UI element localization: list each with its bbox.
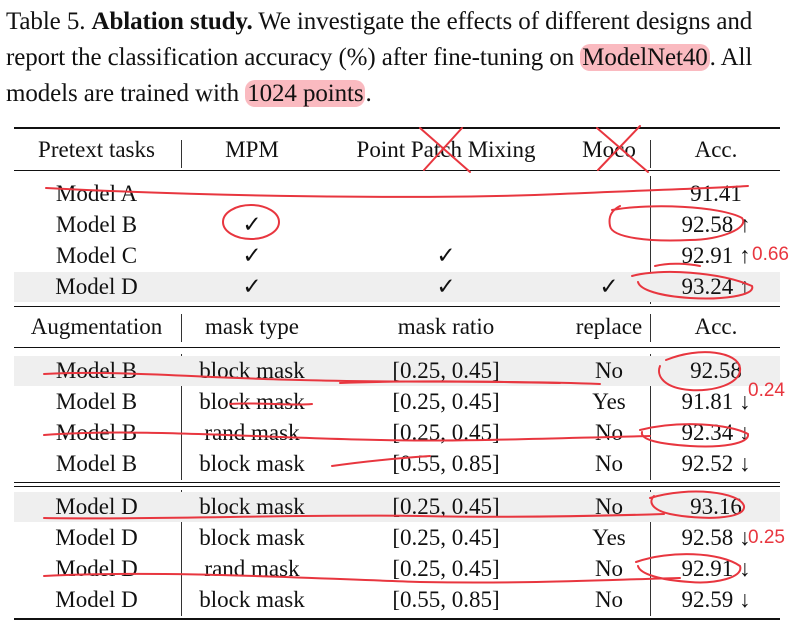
table-row: [14, 356, 780, 386]
model-name: Model D: [55, 556, 138, 581]
table-row: [14, 554, 780, 584]
header-pretext-tasks: Pretext tasks: [38, 137, 155, 162]
ppm-check: [326, 179, 566, 209]
mpm-check: ✓: [242, 212, 262, 237]
caption-text-3: .: [365, 80, 372, 107]
accuracy-value: 92.59 ↓: [681, 587, 751, 612]
caption-title: Ablation study.: [91, 8, 253, 35]
mask-type: rand mask: [204, 420, 300, 445]
table-row: [14, 492, 780, 522]
replace-value: Yes: [592, 525, 626, 550]
mask-ratio: [0.25, 0.45]: [392, 494, 500, 519]
accuracy-value: 91.81 ↓: [681, 389, 751, 414]
accuracy-value: 92.58 ↓: [681, 525, 751, 550]
highlight-dataset: ModelNet40: [582, 44, 708, 71]
header-rule-2: [14, 347, 780, 348]
accuracy-value: 93.16: [690, 494, 742, 519]
caption-label: Table 5.: [6, 8, 86, 35]
moco-check: [559, 179, 659, 209]
table2-header-row: [14, 312, 780, 342]
model-name: Model D: [55, 494, 138, 519]
table-row: [14, 585, 780, 615]
caption-text-2: . All models are trained with: [6, 44, 753, 107]
header-replace: replace: [575, 314, 643, 339]
replace-value: No: [594, 587, 624, 612]
highlight-points: 1024 points: [247, 80, 364, 107]
replace-value: No: [594, 420, 624, 445]
replace-value: No: [594, 556, 624, 581]
ppm-check: [326, 210, 566, 240]
replace-value: No: [594, 494, 624, 519]
mask-type: rand mask: [204, 556, 300, 581]
mask-ratio: [0.25, 0.45]: [392, 358, 500, 383]
mask-type: block mask: [199, 358, 305, 383]
header-moco: Moco: [582, 137, 636, 162]
mask-type: block mask: [199, 451, 305, 476]
header-mask-ratio: mask ratio: [397, 314, 495, 339]
header-mask-type: mask type: [205, 314, 299, 339]
header-augmentation: Augmentation: [30, 314, 163, 339]
header-acc: Acc.: [694, 314, 738, 339]
table-row: [14, 210, 780, 240]
handwritten-note-024: 0.24: [748, 380, 785, 401]
model-name: Model B: [55, 451, 138, 476]
accuracy-value: 93.24 ↑: [681, 274, 751, 299]
accuracy-value: 92.91 ↓: [681, 556, 751, 581]
model-name: Model B: [55, 358, 138, 383]
replace-value: No: [594, 358, 624, 383]
header-acc: Acc.: [694, 137, 738, 162]
model-name: Model D: [55, 525, 138, 550]
group-rule-double: [14, 486, 780, 487]
accuracy-value: 92.58: [690, 358, 742, 383]
top-rule: [14, 127, 780, 129]
table-row: [14, 179, 780, 209]
mask-ratio: [0.25, 0.45]: [392, 525, 500, 550]
model-name: Model B: [55, 212, 138, 237]
mask-ratio: [0.25, 0.45]: [392, 556, 500, 581]
header-mpm: MPM: [225, 137, 279, 162]
model-name: Model D: [55, 274, 138, 299]
mask-ratio: [0.25, 0.45]: [392, 389, 500, 414]
mpm-check: ✓: [242, 274, 262, 299]
mask-type: block mask: [199, 525, 305, 550]
replace-value: Yes: [592, 389, 626, 414]
handwritten-note-025: 0.25: [748, 527, 785, 548]
table1-header-row: [14, 135, 780, 165]
model-name: Model A: [55, 181, 138, 206]
table-row: [14, 272, 780, 302]
table-row: [14, 523, 780, 553]
table-row: [14, 241, 780, 271]
mask-ratio: [0.25, 0.45]: [392, 420, 500, 445]
mask-type: block mask: [199, 389, 305, 414]
accuracy-value: 92.91 ↑: [681, 243, 751, 268]
mpm-check: ✓: [242, 243, 262, 268]
accuracy-value: 92.52 ↓: [681, 451, 751, 476]
section-rule: [14, 306, 780, 307]
model-name: Model B: [55, 389, 138, 414]
accuracy-value: 91.41: [690, 181, 742, 206]
moco-check: ✓: [599, 274, 619, 299]
header-point-patch-mixing: Point Patch Mixing: [356, 137, 536, 162]
table-row: [14, 387, 780, 417]
replace-value: No: [594, 451, 624, 476]
ppm-check: ✓: [436, 274, 456, 299]
mask-type: block mask: [199, 494, 305, 519]
mask-ratio: [0.55, 0.85]: [392, 451, 500, 476]
model-name: Model D: [55, 587, 138, 612]
handwritten-note-066: 0.66: [752, 244, 789, 265]
table-row: [14, 418, 780, 448]
moco-check: [559, 210, 659, 240]
mask-ratio: [0.55, 0.85]: [392, 587, 500, 612]
model-name: Model C: [55, 243, 138, 268]
ppm-check: ✓: [436, 243, 456, 268]
header-rule-1: [14, 170, 780, 171]
moco-check: [559, 241, 659, 271]
group-rule: [14, 482, 780, 483]
mpm-check: [182, 179, 322, 209]
table-caption: [6, 4, 796, 112]
model-name: Model B: [55, 420, 138, 445]
table-row: [14, 449, 780, 479]
caption-text-1: We investigate the effects of different designs and report the classification accuracy (%) after fine-tuning on: [6, 8, 753, 71]
mask-type: block mask: [199, 587, 305, 612]
accuracy-value: 92.58 ↑: [681, 212, 751, 237]
bottom-rule: [14, 618, 780, 620]
accuracy-value: 92.34 ↓: [681, 420, 751, 445]
